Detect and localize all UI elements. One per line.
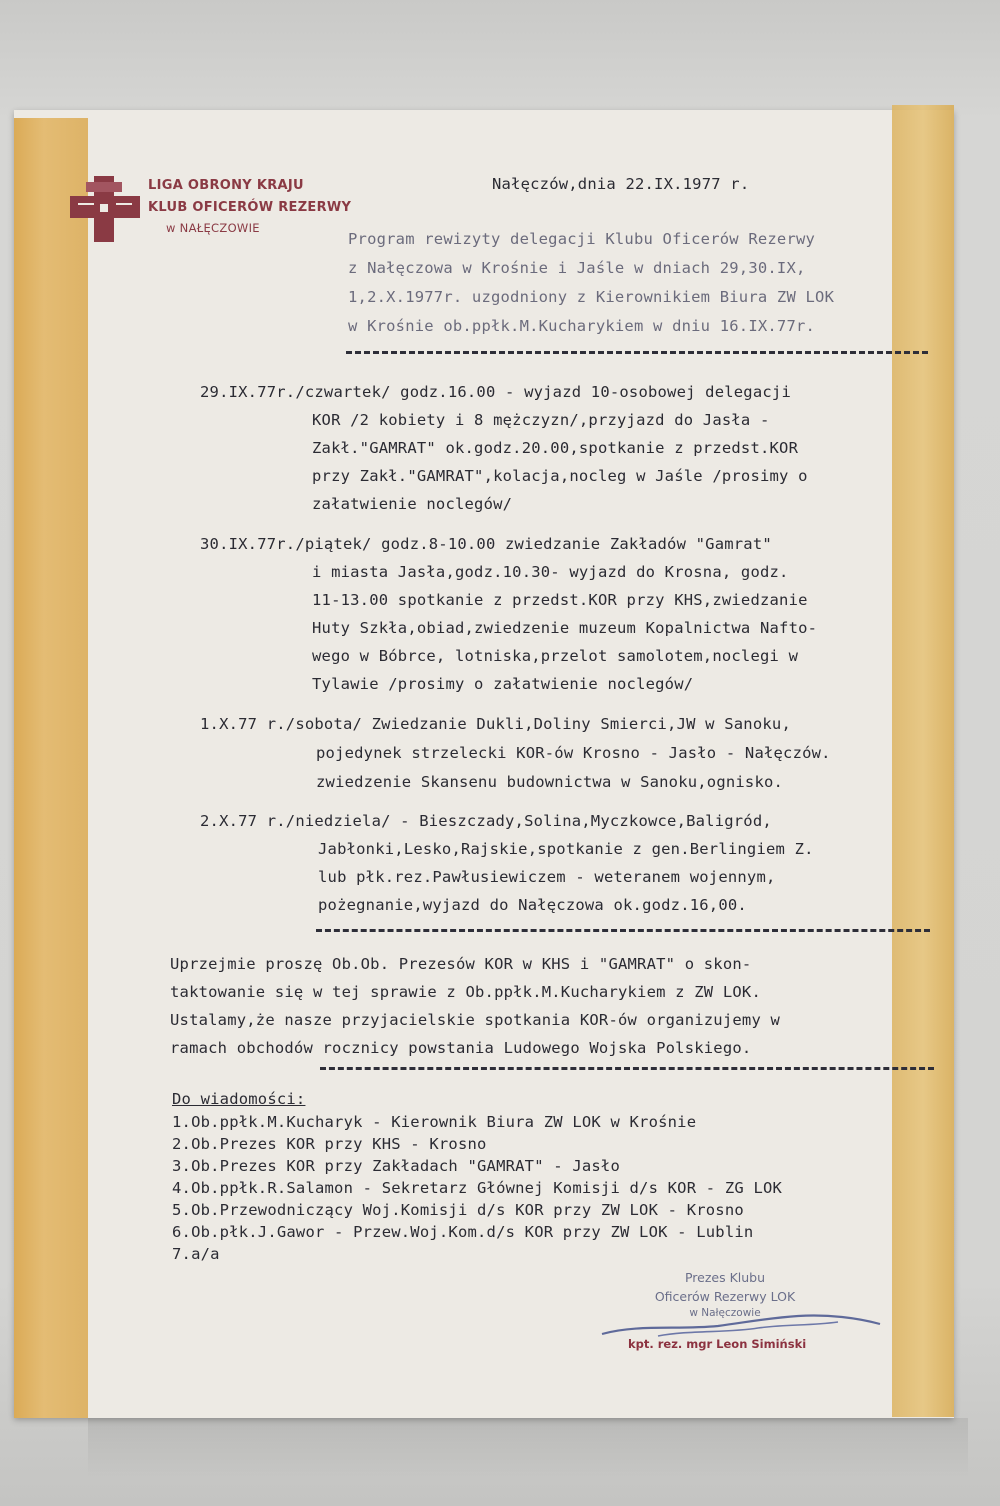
distribution-item: 2.Ob.Prezes KOR przy KHS - Krosno bbox=[172, 1135, 487, 1153]
stamp-line3: w Nałęczowie bbox=[689, 1307, 761, 1319]
lok-emblem-icon bbox=[70, 176, 140, 242]
schedule-line: zwiedzenie Skansenu budownictwa w Sanoku,ognisko. bbox=[316, 773, 784, 791]
schedule-line: KOR /2 kobiety i 8 mężczyzn/,przyjazd do Jasła - bbox=[312, 411, 770, 429]
schedule-line: 11-13.00 spotkanie z przedst.KOR przy KHS,zwiedzanie bbox=[312, 591, 808, 609]
distribution-item: 5.Ob.Przewodniczący Woj.Komisji d/s KOR przy ZW LOK - Krosno bbox=[172, 1201, 744, 1219]
request-line: Ustalamy,że nasze przyjacielskie spotkania KOR-ów organizujemy w bbox=[170, 1011, 781, 1029]
stamp-name: kpt. rez. mgr Leon Simiński bbox=[628, 1337, 807, 1351]
request-line: ramach obchodów rocznicy powstania Ludowego Wojska Polskiego. bbox=[170, 1039, 752, 1057]
divider bbox=[320, 1067, 934, 1070]
divider bbox=[346, 351, 928, 354]
schedule-line: Huty Szkła,obiad,zwiedzenie muzeum Kopalnictwa Nafto- bbox=[312, 619, 818, 637]
schedule-line: Zakł."GAMRAT" ok.godz.20.00,spotkanie z przedst.KOR bbox=[312, 439, 799, 457]
schedule-line: wego w Bóbrce, lotniska,przelot samolotem,noclegi w bbox=[312, 647, 799, 665]
letterhead-line1: LIGA OBRONY KRAJU bbox=[148, 178, 304, 193]
divider bbox=[316, 929, 930, 932]
schedule-day-first-line: 30.IX.77r./piątek/ godz.8-10.00 zwiedzanie Zakładów "Gamrat" bbox=[200, 535, 772, 553]
document-sheet bbox=[14, 110, 954, 1418]
schedule-line: przy Zakł."GAMRAT",kolacja,nocleg w Jaśle /prosimy o bbox=[312, 467, 808, 485]
program-line: z Nałęczowa w Krośnie i Jaśle w dniach 29,30.IX, bbox=[348, 259, 806, 277]
paper-shadow bbox=[88, 1418, 968, 1478]
tape-right bbox=[892, 105, 954, 1417]
schedule-day-first-line: 2.X.77 r./niedziela/ - Bieszczady,Solina,Myczkowce,Baligród, bbox=[200, 812, 772, 830]
date-line: Nałęczów,dnia 22.IX.1977 r. bbox=[492, 175, 750, 193]
letterhead-line3: w NAŁĘCZOWIE bbox=[166, 221, 260, 235]
distribution-item: 6.Ob.płk.J.Gawor - Przew.Woj.Kom.d/s KOR przy ZW LOK - Lublin bbox=[172, 1223, 754, 1241]
letterhead-line2: KLUB OFICERÓW REZERWY bbox=[148, 200, 352, 215]
request-line: Uprzejmie proszę Ob.Ob. Prezesów KOR w KHS i "GAMRAT" o skon- bbox=[170, 955, 752, 973]
program-line: 1,2.X.1977r. uzgodniony z Kierownikiem Biura ZW LOK bbox=[348, 288, 835, 306]
schedule-line: Tylawie /prosimy o załatwienie noclegów/ bbox=[312, 675, 694, 693]
schedule-line: załatwienie noclegów/ bbox=[312, 495, 513, 513]
stamp-line1: Prezes Klubu bbox=[684, 1270, 766, 1285]
distribution-item: 7.a/a bbox=[172, 1245, 220, 1263]
stamp-line2: Oficerów Rezerwy LOK bbox=[654, 1289, 796, 1304]
distribution-heading: Do wiadomości: bbox=[172, 1090, 306, 1108]
request-line: taktowanie się w tej sprawie z Ob.ppłk.M.Kucharykiem z ZW LOK. bbox=[170, 983, 761, 1001]
schedule-day-first-line: 1.X.77 r./sobota/ Zwiedzanie Dukli,Doliny Smierci,JW w Sanoku, bbox=[200, 715, 791, 733]
tape-left bbox=[14, 118, 88, 1418]
distribution-item: 1.Ob.ppłk.M.Kucharyk - Kierownik Biura ZW LOK w Krośnie bbox=[172, 1113, 697, 1131]
schedule-line: i miasta Jasła,godz.10.30- wyjazd do Krosna, godz. bbox=[312, 563, 789, 581]
distribution-item: 4.Ob.ppłk.R.Salamon - Sekretarz Głównej Komisji d/s KOR - ZG LOK bbox=[172, 1179, 783, 1197]
schedule-line: pożegnanie,wyjazd do Nałęczowa ok.godz.16,00. bbox=[318, 896, 747, 914]
schedule-line: lub płk.rez.Pawłusiewiczem - weteranem wojennym, bbox=[318, 868, 776, 886]
schedule-line: Jabłonki,Lesko,Rajskie,spotkanie z gen.Berlingiem Z. bbox=[318, 840, 814, 858]
schedule-line: pojedynek strzelecki KOR-ów Krosno - Jasło - Nałęczów. bbox=[316, 744, 831, 762]
program-line: w Krośnie ob.ppłk.M.Kucharykiem w dniu 16.IX.77r. bbox=[348, 317, 816, 335]
distribution-item: 3.Ob.Prezes KOR przy Zakładach "GAMRAT" - Jasło bbox=[172, 1157, 620, 1175]
schedule-day-first-line: 29.IX.77r./czwartek/ godz.16.00 - wyjazd 10-osobowej delegacji bbox=[200, 383, 791, 401]
program-line: Program rewizyty delegacji Klubu Oficerów Rezerwy bbox=[348, 230, 816, 248]
